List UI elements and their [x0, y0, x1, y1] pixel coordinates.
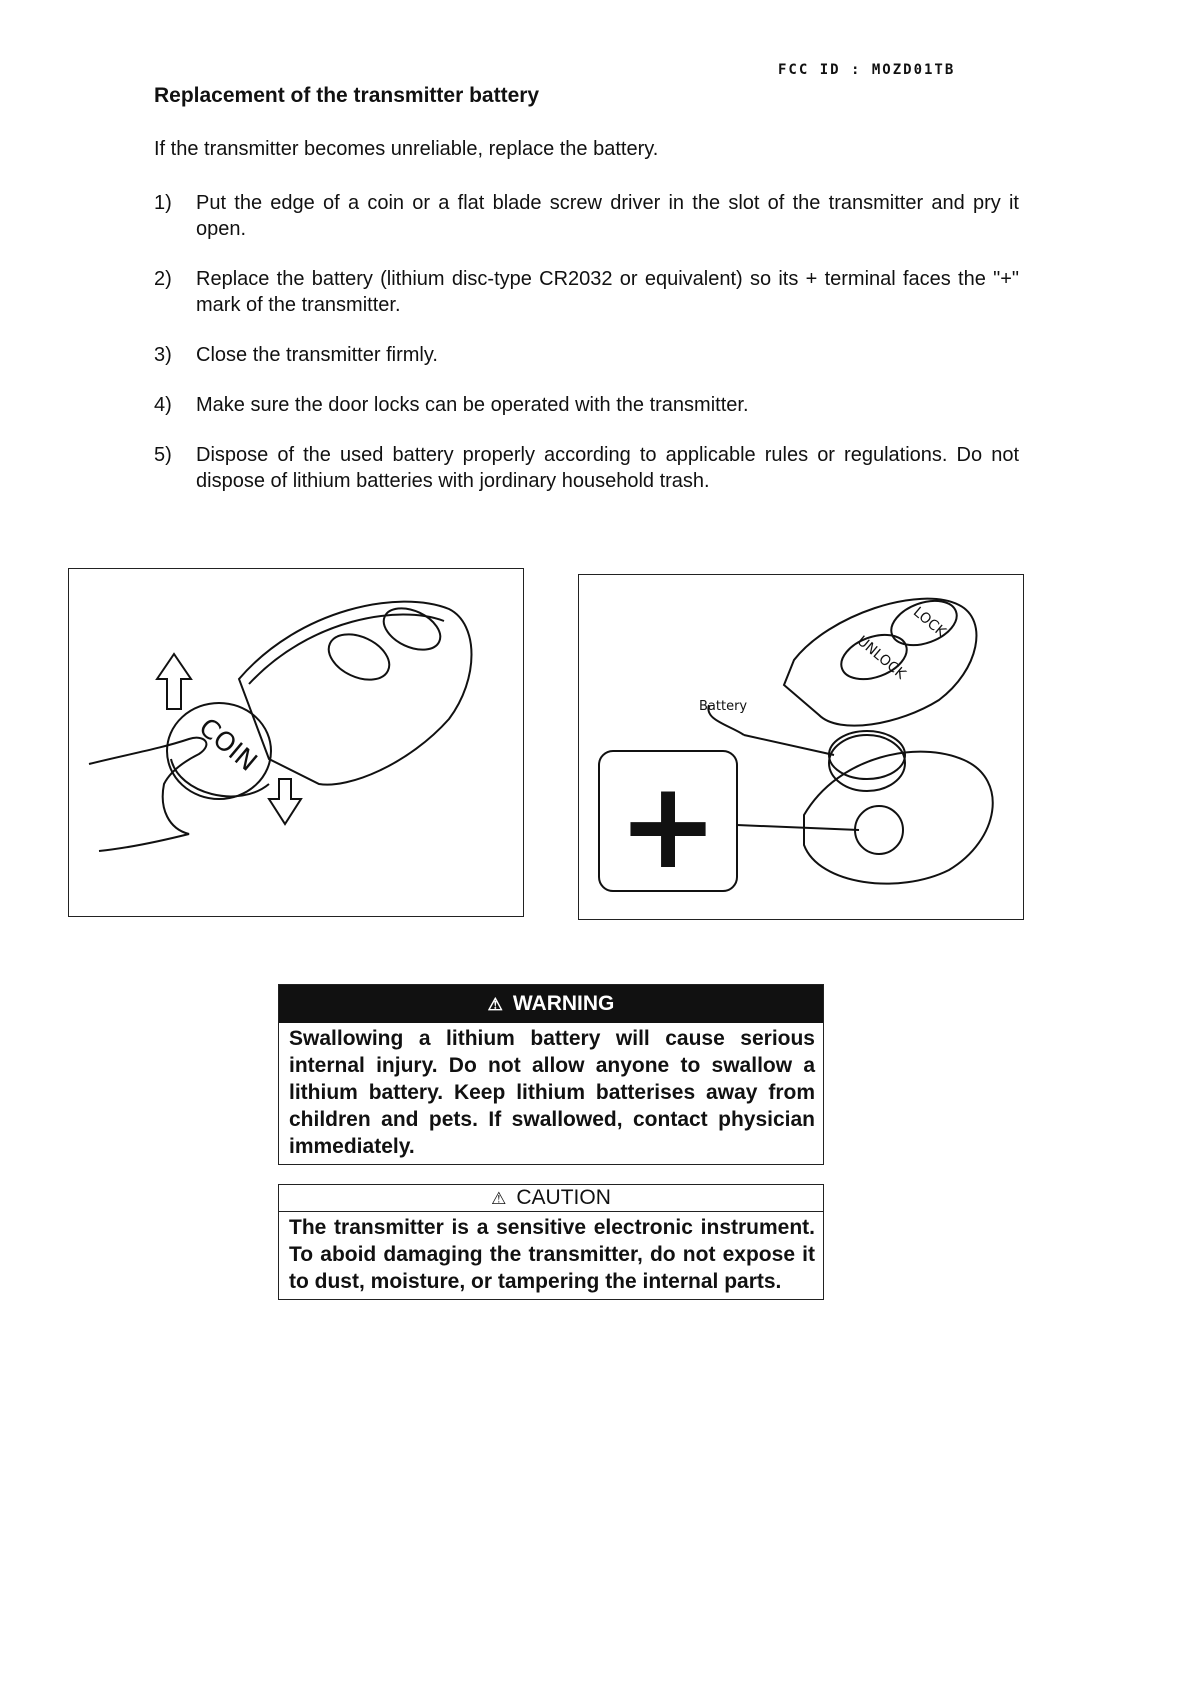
battery-holder — [855, 806, 903, 854]
warning-box — [278, 984, 824, 1165]
unlock-label: UNLOCK — [853, 633, 909, 683]
transmitter-shell — [239, 602, 472, 785]
hand-outline — [89, 738, 206, 851]
step-item — [154, 392, 1019, 418]
button-unlock — [377, 600, 447, 658]
step-number: 2) — [154, 268, 172, 290]
step-text: Replace the battery (lithium disc-type CR2032 or equivalent) so its + terminal faces the "+" mark of the transmitter. — [196, 268, 1019, 316]
caution-triangle-icon: ⚠ — [491, 1189, 507, 1208]
figure-battery-placement — [578, 574, 1024, 920]
warning-heading: WARNING — [512, 992, 615, 1015]
caution-header — [279, 1185, 823, 1212]
transmitter-base — [804, 752, 993, 884]
coin-pry-illustration — [69, 569, 523, 916]
step-text: Dispose of the used battery properly according to applicable rules or regulations. Do not dispose of lithium batteries with jordinary household trash. — [196, 444, 1019, 492]
button-lock — [322, 625, 397, 688]
step-text: Make sure the door locks can be operated with the transmitter. — [196, 394, 749, 416]
coin-label: COIN — [192, 712, 263, 778]
plus-symbol: + — [617, 757, 719, 896]
warning-header — [279, 985, 823, 1023]
warning-triangle-icon: ⚠ — [487, 995, 503, 1014]
step-text: Put the edge of a coin or a flat blade screw driver in the slot of the transmitter and pry it open. — [196, 192, 1019, 240]
step-number: 1) — [154, 192, 172, 214]
intro-text: If the transmitter becomes unreliable, replace the battery. — [154, 138, 659, 160]
arrow-up-icon — [157, 654, 191, 709]
step-item — [154, 442, 1019, 494]
figure-pry-open — [68, 568, 524, 917]
fcc-id: FCC ID : MOZD01TB — [778, 62, 956, 78]
arrow-down-icon — [269, 779, 301, 824]
lock-label: LOCK — [909, 604, 949, 641]
step-number: 3) — [154, 344, 172, 366]
step-item — [154, 266, 1019, 318]
step-item — [154, 190, 1019, 242]
step-text: Close the transmitter firmly. — [196, 344, 438, 366]
step-item — [154, 342, 1019, 368]
caution-heading: CAUTION — [516, 1186, 611, 1209]
step-number: 4) — [154, 394, 172, 416]
step-number: 5) — [154, 444, 172, 466]
caution-box — [278, 1184, 824, 1300]
warning-text: Swallowing a lithium battery will cause serious internal injury. Do not allow anyone to swallow a lithium battery. Keep lithium batterises away from children and pets. If swallowed, contact physician immediately. — [289, 1027, 815, 1158]
battery-illustration — [579, 575, 1023, 919]
page-title: Replacement of the transmitter battery — [154, 84, 540, 107]
battery-label: Battery — [699, 699, 748, 714]
caution-text: The transmitter is a sensitive electronic instrument. To aboid damaging the transmitter, do not expose it to dust, moisture, or tampering the internal parts. — [289, 1216, 815, 1293]
steps-list — [154, 190, 1019, 518]
